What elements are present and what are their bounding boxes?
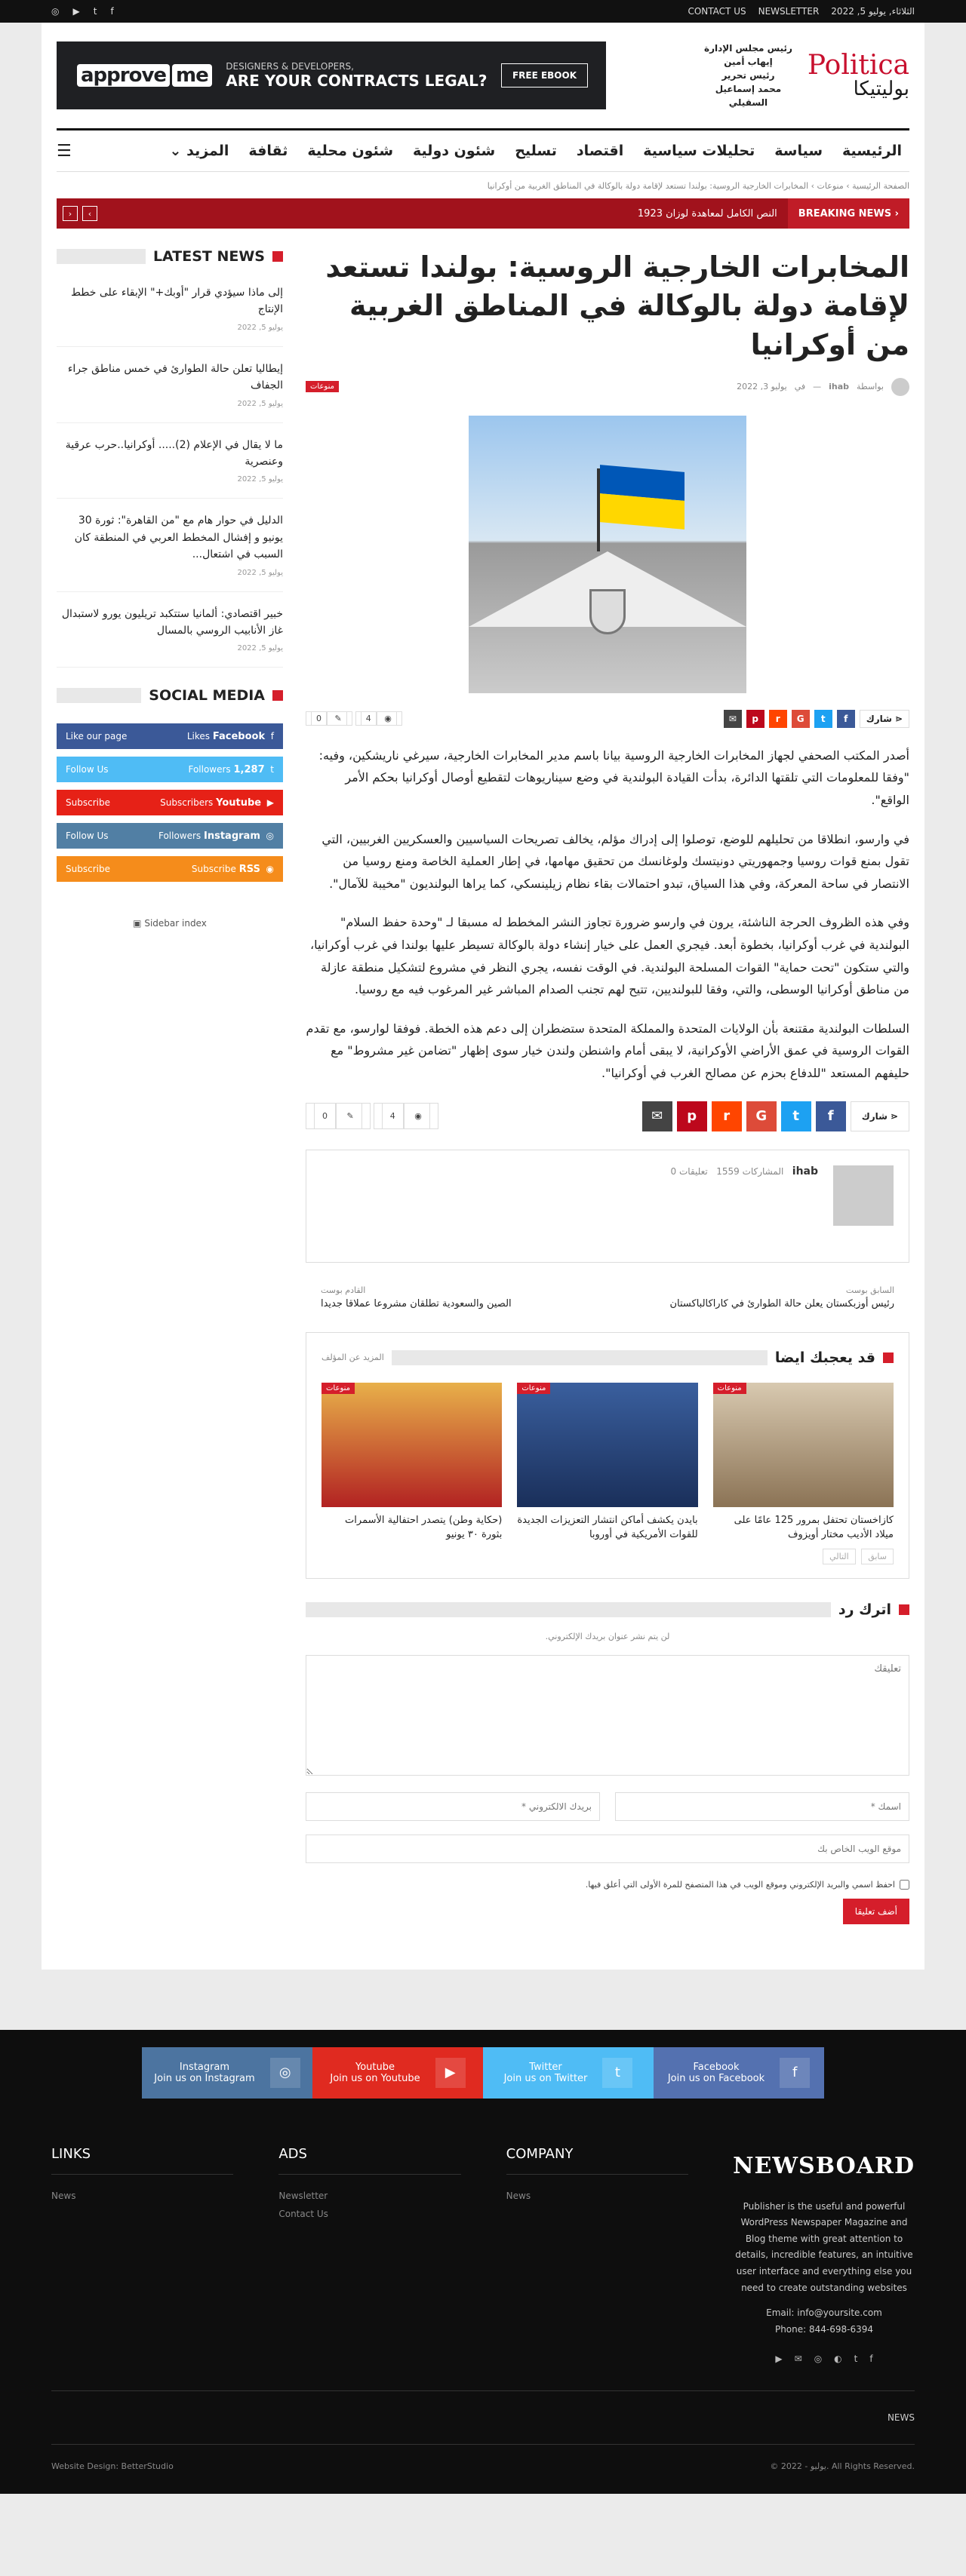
logo-title: Politica بوليتيكا [807,50,909,100]
more-from-author[interactable]: المزيد عن المؤلف [321,1352,384,1363]
reply-header: اترك رد [306,1601,909,1618]
author-info: ihab المشاركات 1559 تعليقات 0 [670,1165,818,1177]
twitter-counter[interactable]: Follow Us Followers 1,287 t [57,757,283,782]
author-link[interactable]: ihab [829,382,850,392]
article-column [306,248,909,1924]
footer-twitter[interactable]: Twitter Join us on Twitter t [483,2047,654,2099]
instagram-icon[interactable]: ◎ [51,6,60,17]
footer-facebook[interactable]: Facebook Join us on Facebook f [654,2047,824,2099]
trident-emblem [589,589,626,634]
facebook-share[interactable]: f [816,1101,846,1131]
social-media-header: SOCIAL MEDIA [57,687,283,704]
sidebar [57,248,283,929]
save-info-checkbox[interactable]: احفظ اسمي والبريد الإلكتروني وموقع الويب في هذا المتصفح للمرة الأولى التي أعلق فيها. [306,1880,909,1890]
ad-banner[interactable] [57,41,606,109]
footer-ads: ADS Newsletter Contact Us [278,2146,460,2368]
banner-copy: DESIGNERS & DEVELOPERS, ARE YOUR CONTRACTS LEGAL? [226,61,488,90]
menu-icon[interactable]: ☰ [57,141,72,161]
pinterest-share[interactable]: p [746,710,764,728]
comments-count[interactable]: ✎ 0 [306,711,352,726]
facebook-share[interactable]: f [837,710,855,728]
nav-item-local[interactable]: شئون محلية [307,143,394,159]
email-share[interactable]: ✉ [724,710,742,728]
paragraph: وفي هذه الظروف الحرجة الناشئة، يرون في وارسو ضرورة تجاوز النشر المخطط له مسبقا لـ "وحدة حفظ السلام" البولندية في غرب أوكرانيا، بخطوة أبعد. فيجري العمل على خيار إنشاء دولة بالوكالة تسيطر عليها بولندا في غرب أوكرانيا، والتي ستكون "تحت حماية" القوات المسلحة البولندية. في الوقت نفسه، يجري النظر في مشروع لتشكيل منطقة عازلة من مناطق أوكرانيا الوسطى، والتي، وفقا للبولنديين، تتيح لهم تجنب الصدام المباشر غير المرغوب فيه مع روسيا. [309,915,909,997]
website-input[interactable] [306,1835,909,1863]
chevron-down-icon: ⌄ [169,143,182,159]
content-area [42,229,924,1924]
instagram-icon: ◎ [266,830,274,841]
site-logo[interactable] [698,41,909,109]
breaking-news-tag: ‹ BREAKING NEWS [788,198,909,229]
topbar [0,0,966,23]
google-share[interactable]: G [746,1101,777,1131]
related-list [321,1383,894,1543]
comment-form [306,1601,909,1924]
main-nav [57,128,909,172]
ticker-prev-button[interactable]: ‹ [63,206,78,221]
contact-link[interactable]: CONTACT US [688,6,746,17]
related-header [321,1349,894,1366]
article-meta [306,378,909,396]
facebook-counter[interactable]: Like our page Likes Facebook f [57,723,283,749]
pager-next[interactable]: التالي [823,1549,856,1564]
page-wrapper [42,23,924,1970]
nav-menu [170,143,909,159]
related-thumb[interactable]: منوعات [517,1383,697,1507]
ticker-next-button[interactable]: › [82,206,97,221]
list-item: إلى ماذا سيؤدي قرار "أوبك+" الإبقاء على خطط الإنتاج يوليو 5, 2022 [57,284,283,347]
footer-copyright-row: Website Design: BetterStudio © 2022 - يوليو. All Rights Reserved. [51,2444,915,2494]
facebook-icon[interactable]: f [110,6,114,17]
footer-about: NEWSBOARD Publisher is the useful and powerful WordPress Newspaper Magazine and Blog theme with great attention to details, incredible features, an intuitive user interface and everything else you need to create outstanding websites Email: info@yoursite.com Phone: 844-698-6394 f t ◐ ◎ ✉ ▶ [734,2146,915,2368]
nav-item-home[interactable]: الرئيسية [842,143,902,159]
instagram-counter[interactable]: Follow Us Followers Instagram ◎ [57,823,283,849]
paragraph: في وارسو، انطلاقا من تحليلهم للوضع، توصلوا إلى إدراك مؤلم، يخالف تصريحات السياسيين والعسكريين الغربيين، التي تقول بمنع قوات روسيا وجمهوريتي دونيتسك ولوغانسك من تحقيق مهامها، في إطار العملية الخاصة ومنع روسيا من الانتصار في ساحة المعركة، وفي هذا السياق، تبدو احتمالات بقاء نظام زيلينسكي، كما يراها البولنديون "مخيبة للآمال". [321,831,909,891]
footer-news-link[interactable]: NEWS [51,2390,915,2444]
rss-counter[interactable]: Subscribe Subscribe RSS ◉ [57,856,283,882]
article-title: المخابرات الخارجية الروسية: بولندا تستعد لإقامة دولة بالوكالة في المناطق الغربية من أوكرانيا [325,250,909,361]
author-box [306,1150,909,1263]
ticker-headline[interactable]: النص الكامل لمعاهدة لوزان 1923 [637,207,777,220]
sidebar-image[interactable]: ▣ Sidebar index [133,918,207,929]
article-author: بواسطة ihab — في يوليو 3, 2022 [737,378,909,396]
youtube-counter[interactable]: Subscribe Subscribers Youtube ▶ [57,790,283,815]
footer-youtube[interactable]: Youtube Join us on Youtube ▶ [312,2047,483,2099]
twitter-icon[interactable]: t [93,6,97,17]
views-count: ◉ 4 [355,711,402,726]
nav-item-politics[interactable]: سياسة [774,143,823,159]
post-navigation [306,1285,909,1309]
reddit-share[interactable]: r [769,710,787,728]
rss-icon: ◉ [266,863,274,874]
next-post[interactable]: القادم بوست الصين والسعودية تطلقان مشروعا عملاقا جديدا [321,1285,512,1309]
footer [0,2116,966,2390]
instagram-icon[interactable]: ◎ [814,2353,823,2365]
twitter-icon: t [270,763,274,775]
header [42,23,924,128]
comments-count[interactable]: ✎ 0 [306,1103,371,1129]
related-posts [306,1332,909,1579]
banner-brand: approve me [75,64,212,87]
avatar[interactable] [891,378,909,396]
nav-item-armament[interactable]: تسليح [515,143,557,159]
comment-icon: ✎ [336,1103,362,1129]
comment-icon: ✎ [327,711,347,726]
twitter-share[interactable]: t [781,1101,811,1131]
google-share[interactable]: G [792,710,810,728]
paragraph: أصدر المكتب الصحفي لجهاز المخابرات الخارجية الروسية بيانا باسم مدير المخابرات الخارجية، سيرغي ناريشكين، وفيه: "وفقا للمعلومات التي تلقتها الدائرة، بدأت القيادة البولندية في وضع سيناريوهات لتقطيع أوصال أوكرانيا بحكم الأمر الواقع". [318,748,909,808]
related-card[interactable]: منوعات (حكاية وطن) يتصدر احتفالية الأسمرات بثورة ٣٠ يونيو [321,1383,502,1543]
footer-company: COMPANY News [506,2146,688,2368]
instagram-icon: ◎ [270,2058,300,2088]
nav-item-economy[interactable]: اقتصاد [576,143,624,159]
share-label[interactable]: ⋖ شارك [860,710,909,728]
submit-comment-button[interactable]: أضف تعليقا [843,1899,909,1924]
logo-staff: رئيس مجلس الإدارة إيهاب أمين رئيس تحرير محمد إسماعيل السقيلي [704,43,792,108]
list-item: إيطاليا تعلن حالة الطوارئ في خمس مناطق جراء الجفاف يوليو 5, 2022 [57,361,283,423]
share-icon: ⋖ [894,713,903,724]
nav-item-international[interactable]: شئون دولية [413,143,496,159]
breaking-news-ticker [57,198,909,229]
share-bar-top [306,710,909,728]
facebook-icon: f [270,730,274,741]
article-body [306,745,909,1085]
article-counts-bottom [306,1103,438,1129]
list-item: خبير اقتصادي: ألمانيا ستتكبد تريليون يورو لاستبدال غاز الأنابيب الروسي بالمسال يوليو 5, 2022 [57,606,283,668]
related-pager [321,1552,894,1561]
breadcrumb[interactable]: الصفحة الرئيسية › منوعات › المخابرات الخارجية الروسية: بولندا تستعد لإقامة دولة بالوكالة في المناطق الغربية من أوكرانيا [487,181,909,191]
youtube-icon[interactable]: ▶ [72,6,80,17]
email-share[interactable]: ✉ [642,1101,672,1131]
related-card[interactable]: منوعات بايدن يكشف أماكن انتشار التعزيزات الجديدة للقوات الأمريكية في أوروبا [517,1383,698,1541]
latest-news-header: LATEST NEWS [57,248,283,265]
footer-social-bar [0,2030,966,2116]
share-bar-bottom [306,1101,909,1131]
paragraph: السلطات البولندية مقتنعة بأن الولايات المتحدة والمملكة المتحدة ستضطران إلى دعم هذه الخطة. فوفقا لوارسو، مع تقدم القوات الروسية في عمق الأراضي الأوكرانية، لا يبقى أمام واشنطن ولندن خيار سوى إظهار "تضامن غير مشروط" مع حليفهم المستعد "للدفاع بحزم عن مصالح الغرب في أوكرانيا". [306,1021,909,1081]
comment-input[interactable] [306,1655,909,1776]
article-date: يوليو 3, 2022 [737,382,787,392]
reddit-share[interactable]: r [712,1101,742,1131]
topbar-social [51,6,114,17]
email-icon[interactable]: ✉ [794,2353,802,2365]
share-actions [724,710,909,728]
footer-bottom [0,2390,966,2494]
list-item: الدليل في حوار هام مع "من القاهرة": ثورة 30 يونيو و إفشال المخطط العربي في المنطقة كان السبب في اشتعال... يوليو 5, 2022 [57,512,283,591]
free-ebook-button[interactable]: FREE EBOOK [501,63,588,88]
category-badge[interactable]: منوعات [306,381,339,392]
pager-prev[interactable]: سابق [861,1549,894,1564]
nav-item-more[interactable]: المزيد ⌄ [169,143,229,159]
social-counters [57,723,283,882]
share-label[interactable]: ⋖ شارك [851,1101,909,1131]
related-card[interactable]: منوعات كازاخستان تحتفل بمرور 125 عامًا على ميلاد الأديب مختار أويزوف [713,1383,894,1543]
reply-note: لن يتم نشر عنوان بريدك الإلكتروني. [545,1631,670,1641]
footer-instagram[interactable]: Instagram Join us on Instagram ◎ [142,2047,312,2099]
list-item: ما لا يقال في الإعلام (2)..... أوكرانيا..حرب عرقية وعنصرية يوليو 5, 2022 [57,437,283,499]
related-title: قد يعجبك ايضا [774,1349,875,1366]
topbar-date: الثلاثاء, يوليو 5, 2022 [831,6,915,17]
twitter-share[interactable]: t [814,710,832,728]
name-email-row [306,1792,909,1821]
share-actions-bottom [642,1101,909,1131]
image-icon: ▣ [133,918,145,929]
related-thumb[interactable]: منوعات [321,1383,502,1507]
prev-post[interactable]: السابق بوست رئيس أوزبكستان يعلن حالة الطوارئ في كاراكالباكستان [669,1285,894,1309]
nav-item-culture[interactable]: ثقافة [248,143,288,159]
youtube-icon[interactable]: ▶ [775,2353,783,2365]
facebook-icon: f [780,2058,810,2088]
chevron-icon: ‹ [891,207,899,220]
topbar-links [688,6,915,17]
newsletter-link[interactable]: NEWSLETTER [758,6,820,17]
footer-links: LINKS News [51,2146,233,2368]
name-input[interactable] [615,1792,909,1821]
twitter-icon: t [602,2058,632,2088]
youtube-icon: ▶ [266,797,274,808]
nav-item-analysis[interactable]: تحليلات سياسية [643,143,755,159]
share-icon: ⋖ [890,1110,898,1122]
pinterest-share[interactable]: p [677,1101,707,1131]
twitter-icon[interactable]: t [854,2353,858,2365]
article-image [469,416,746,693]
ticker-arrows [57,206,97,221]
facebook-icon[interactable]: f [869,2353,873,2365]
footer-social-icons [734,2351,915,2368]
related-thumb[interactable]: منوعات [713,1383,894,1507]
eye-icon: ◉ [404,1103,430,1129]
footer-brand[interactable]: NEWSBOARD [733,2152,915,2179]
author-avatar[interactable] [833,1165,894,1226]
latest-news-list [57,284,283,668]
article-counts [306,711,402,726]
views-count: ◉ 4 [374,1103,438,1129]
email-input[interactable] [306,1792,600,1821]
author-name[interactable]: ihab [792,1165,818,1177]
youtube-icon: ▶ [435,2058,466,2088]
github-icon[interactable]: ◐ [834,2353,842,2365]
eye-icon: ◉ [377,711,397,726]
